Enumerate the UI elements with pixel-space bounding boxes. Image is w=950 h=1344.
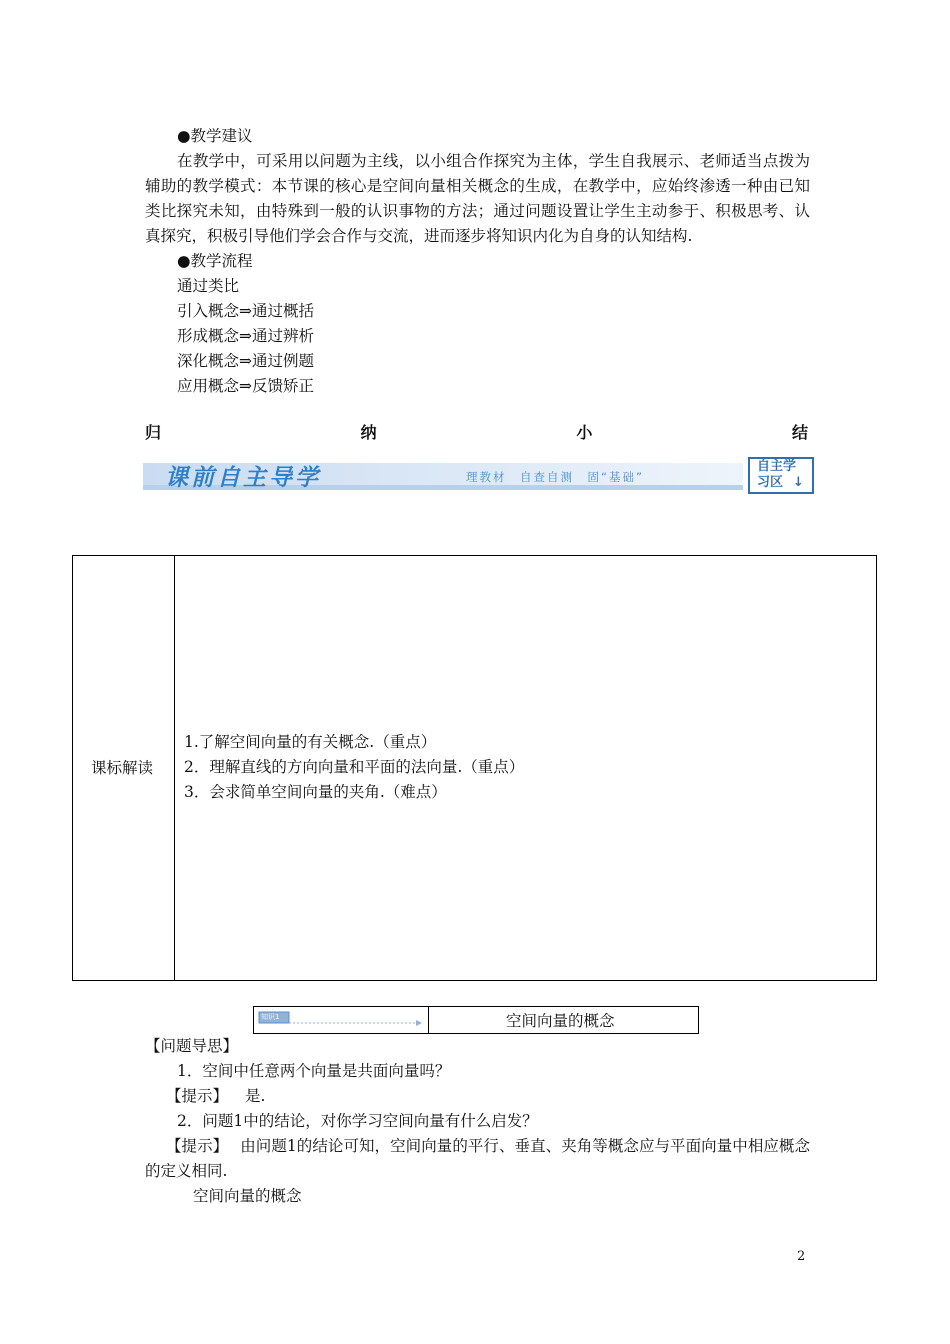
concept-box-title: 空间向量的概念 xyxy=(506,1012,615,1030)
trailing-concept-title: 空间向量的概念 xyxy=(193,1187,302,1205)
teaching-advice-heading: ●教学建议 xyxy=(177,127,253,145)
hint-2 xyxy=(145,1134,810,1184)
flow-step-1: 通过类比 xyxy=(177,277,240,295)
flow-step-5: 应用概念⇒反馈矫正 xyxy=(177,377,314,395)
banner-subtitle: 理教材 自查自测 固“基础” xyxy=(466,470,644,484)
teaching-flow-heading: ●教学流程 xyxy=(177,252,253,270)
hint-text: 是. xyxy=(244,1087,266,1105)
summary-char: 小 xyxy=(576,423,593,442)
hint-1 xyxy=(166,1084,265,1106)
concept-box xyxy=(253,1006,699,1034)
flow-step-3: 形成概念⇒通过辨析 xyxy=(177,327,314,345)
page-number: 2 xyxy=(797,1249,806,1264)
knowledge-arrow-icon xyxy=(258,1011,424,1029)
question-1: 1．空间中任意两个向量是共面向量吗？ xyxy=(177,1062,451,1080)
hint-label: 【提示】 xyxy=(166,1087,229,1105)
hint-label: 【提示】 xyxy=(166,1137,229,1155)
guide-heading: 【问题导思】 xyxy=(145,1037,239,1055)
badge-line-2: 习区 xyxy=(757,475,784,490)
flow-step-4: 深化概念⇒通过例题 xyxy=(177,352,314,370)
self-study-banner xyxy=(143,457,815,494)
down-arrow-icon: ↓ xyxy=(793,475,804,490)
curriculum-item: 1.了解空间向量的有关概念.（重点） xyxy=(184,733,437,751)
summary-heading xyxy=(145,420,808,443)
concept-box-divider xyxy=(428,1007,429,1033)
curriculum-item: 3．会求简单空间向量的夹角.（难点） xyxy=(184,783,447,801)
knowledge-tag: 知识1 xyxy=(261,1013,280,1021)
curriculum-label: 课标解读 xyxy=(91,759,154,777)
curriculum-table xyxy=(72,555,877,981)
summary-char: 归 xyxy=(145,423,162,442)
summary-char: 结 xyxy=(791,423,808,442)
teaching-advice-paragraph: 在教学中，可采用以问题为主线，以小组合作探究为主体，学生自我展示、老师适当点拨为辅助的教学模式：本节课的核心是空间向量相关概念的生成，在教学中，应始终渗透一种由已知类比探究未知，由特殊到一般的认识事物的方法；通过问题设置让学生主动参于、积极思考、认真探究，积极引导他们学会合作与交流，进而逐步将知识内化为自身的认知结构. xyxy=(145,152,810,245)
hint-text: 由问题1的结论可知，空间向量的平行、垂直、夹角等概念应与平面向量中相应概念的定义相同. xyxy=(145,1137,810,1180)
table-divider xyxy=(174,556,175,980)
summary-char: 纳 xyxy=(360,423,377,442)
curriculum-item: 2．理解直线的方向向量和平面的法向量.（重点） xyxy=(184,758,525,776)
flow-step-2: 引入概念⇒通过概括 xyxy=(177,302,314,320)
banner-title: 课前自主导学 xyxy=(165,465,321,491)
badge-line-1: 自主学 xyxy=(757,459,797,474)
question-2: 2．问题1中的结论，对你学习空间向量有什么启发？ xyxy=(177,1112,538,1130)
